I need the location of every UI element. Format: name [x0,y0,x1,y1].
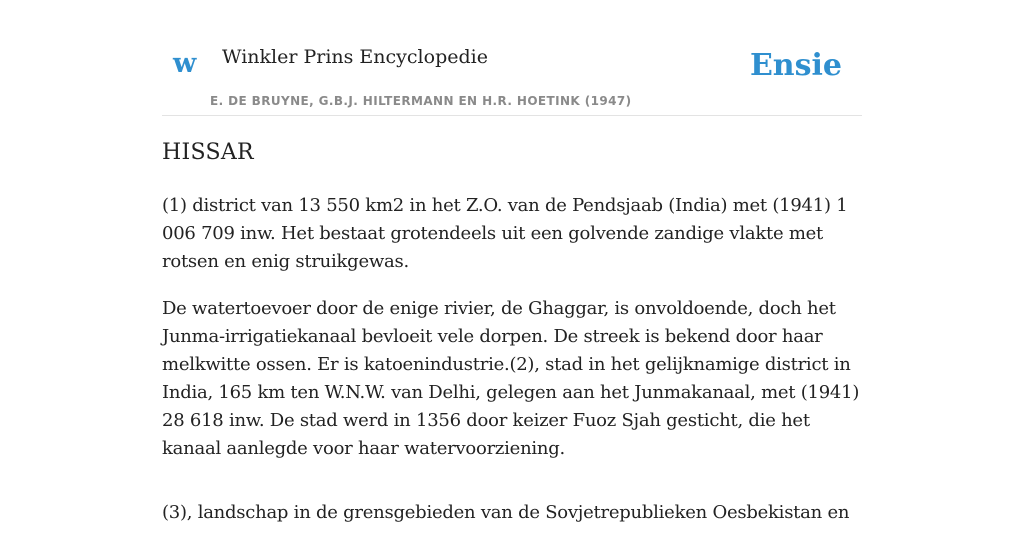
entry-title: HISSAR [162,140,254,165]
entry-body [162,192,862,546]
brand-logo[interactable]: Ensie [749,48,842,83]
entry-paragraph: (1) district van 13 550 km2 in het Z.O. van de Pendsjaab (India) met (1941) 1 006 709 inw. Het bestaat grotendeels uit een golvende zandige vlakte met rotsen en enig struikgewas. [162,195,848,272]
publication-logo-icon[interactable]: w [173,48,197,79]
publication-title[interactable]: Winkler Prins Encyclopedie [222,46,488,68]
entry-paragraph: De watertoevoer door de enige rivier, de Ghaggar, is onvoldoende, doch het Junma-irrigatiekanaal bevloeit vele dorpen. De streek is bekend door haar melkwitte ossen. Er is katoenindustrie.(2), stad in het gelijknamige district in India, 165 km ten W.N.W. van Delhi, gelegen aan het Junmakanaal, met (1941) 28 618 inw. De stad werd in 1356 door keizer Fuoz Sjah gesticht, die het kanaal aanlegde voor haar watervoorziening. [162,298,860,459]
header [162,0,862,116]
publication-authors: E. DE BRUYNE, G.B.J. HILTERMANN EN H.R. HOETINK (1947) [210,94,632,108]
entry-paragraph: (3), landschap in de grensgebieden van de Sovjetrepublieken Oesbekistan en [162,502,850,523]
